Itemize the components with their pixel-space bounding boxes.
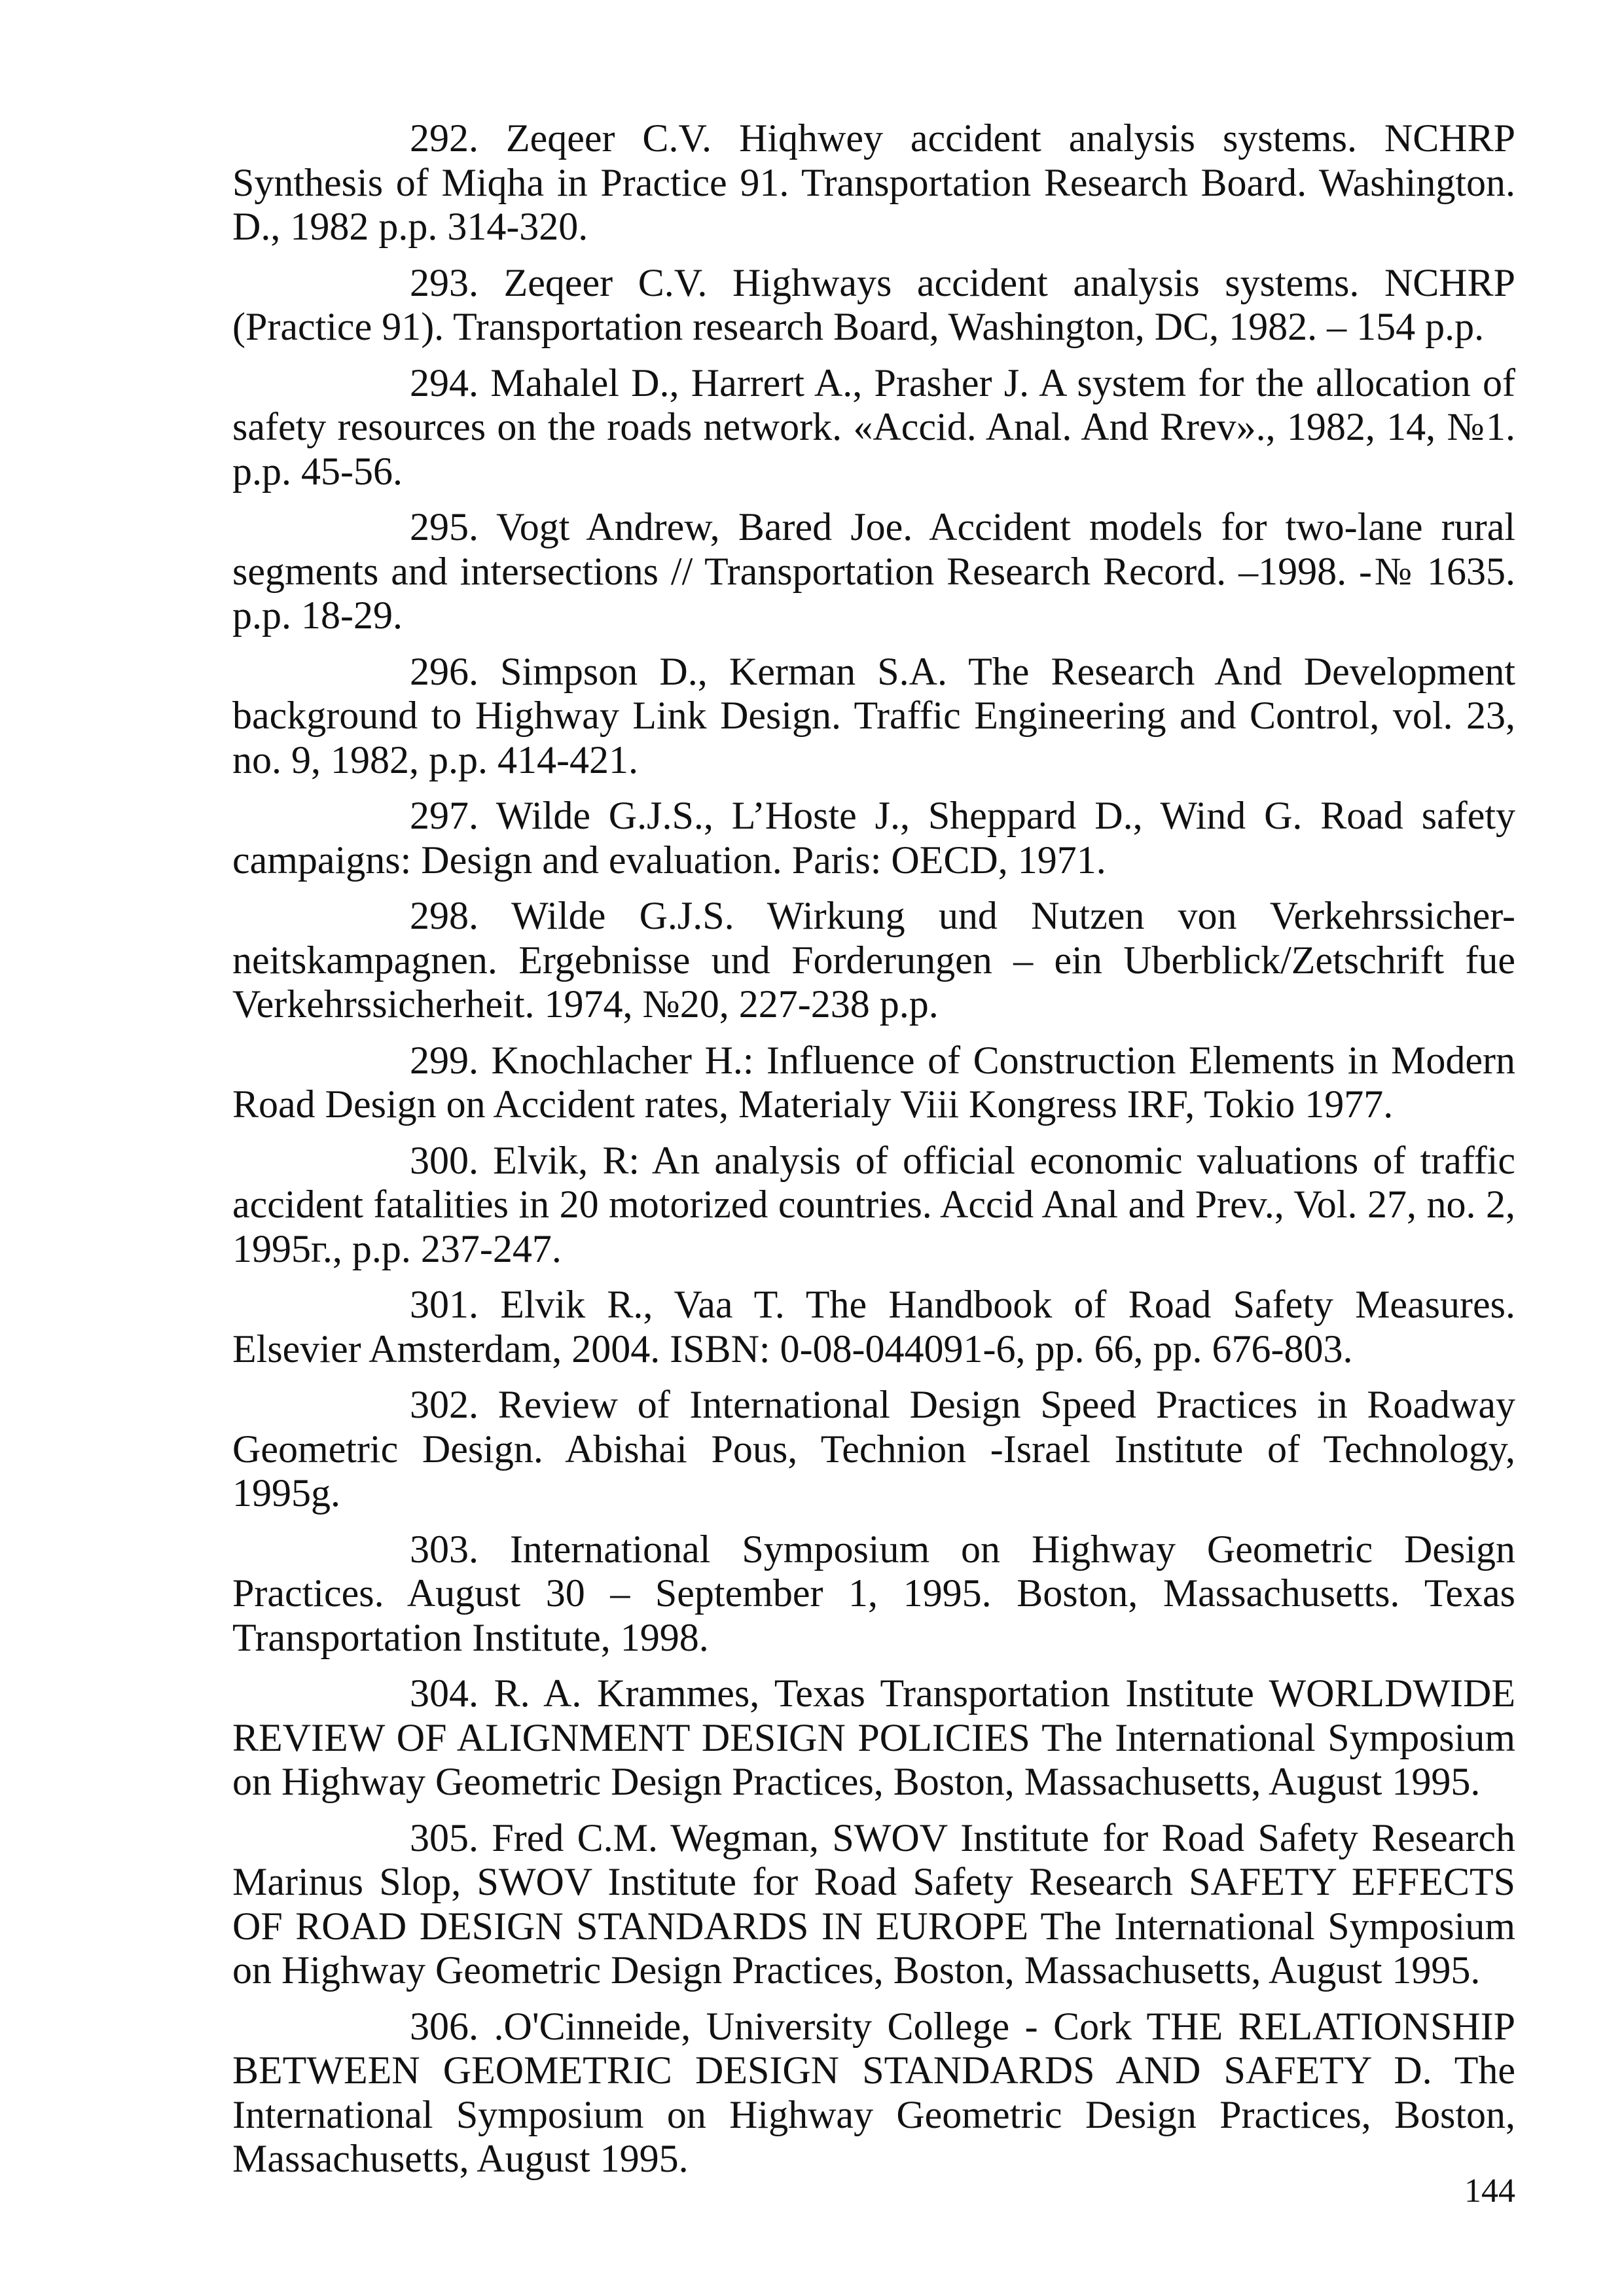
reference-item — [232, 1039, 1515, 1127]
reference-number: 301. — [410, 1283, 478, 1326]
reference-item — [232, 1672, 1515, 1804]
reference-number: 302. — [410, 1383, 478, 1426]
reference-text: Review of International Design Speed Practices in Roadway Geometric Design. Abishai Pous, Technion -Israel Institute of Technology, 1995g. — [232, 1383, 1515, 1515]
reference-number: 295. — [410, 505, 478, 548]
page-number: 144 — [1464, 2172, 1515, 2210]
reference-number: 300. — [410, 1138, 478, 1182]
reference-text: Elvik R., Vaa T. The Handbook of Road Safety Measures. Elsevier Amsterdam, 2004. ISBN: 0-08-044091-6, pp. 66, pp. 676-803. — [232, 1283, 1515, 1371]
reference-text: Mahalel D., Harrert A., Prasher J. A system for the allocation of safety resources on the roads network. «Accid. Anal. And Rrev»., 1982, 14, №1. p.p. 45-56. — [232, 361, 1515, 493]
reference-item — [232, 261, 1515, 350]
reference-item — [232, 505, 1515, 638]
reference-item — [232, 1528, 1515, 1660]
reference-number: 306. — [410, 2004, 478, 2048]
reference-list — [232, 117, 1515, 2193]
reference-number: 299. — [410, 1038, 478, 1082]
reference-item — [232, 1139, 1515, 1272]
reference-text: R. A. Krammes, Texas Transportation Institute WORLDWIDE REVIEW OF ALIGNMENT DESIGN POLICIES The International Symposium on Highway Geometric Design Practices, Boston, Massachusetts, August 1995. — [232, 1672, 1516, 1803]
reference-number: 304. — [410, 1672, 478, 1715]
reference-number: 297. — [410, 794, 478, 837]
reference-item — [232, 2005, 1515, 2181]
reference-number: 292. — [410, 117, 478, 160]
reference-text: Wilde G.J.S., L’Hoste J., Sheppard D., Wind G. Road safety campaigns: Design and evaluation. Paris: OECD, 1971. — [232, 794, 1516, 882]
reference-number: 298. — [410, 894, 478, 937]
reference-item — [232, 117, 1515, 249]
reference-text: Zeqeer C.V. Highways accident analysis systems. NCHRP (Practice 91). Transportation research Board, Washington, DC, 1982. – 154 p.p. — [232, 260, 1516, 348]
reference-text: International Symposium on Highway Geometric Design Practices. August 30 – September 1, 1995. Boston, Massachusetts. Texas Transportation Institute, 1998. — [232, 1527, 1516, 1659]
reference-item — [232, 894, 1515, 1027]
reference-text: Elvik, R: An analysis of official economic valuations of traffic accident fatalities in 20 motorized countries. Accid Anal and Prev., Vol. 27, no. 2, 1995г., p.p. 237-247. — [232, 1138, 1516, 1270]
reference-text: Fred C.M. Wegman, SWOV Institute for Road Safety Research Marinus Slop, SWOV Institute for Road Safety Research SAFETY EFFECTS OF ROAD DESIGN STANDARDS IN EUROPE The International Symposium on Highway Geometric Design Practices, Boston, Massachusetts, August 1995. — [232, 1816, 1516, 1992]
reference-number: 296. — [410, 649, 478, 693]
reference-item — [232, 1816, 1515, 1993]
reference-number: 294. — [410, 361, 478, 404]
reference-text: .O'Cinneide, University College - Cork THE RELATIONSHIP BETWEEN GEOMETRIC DESIGN STANDARDS AND SAFETY D. The International Symposium on Highway Geometric Design Practices, Boston, Massachusetts, August 1995. — [232, 2004, 1515, 2180]
reference-item — [232, 794, 1515, 882]
reference-text: Vogt Andrew, Bared Joe. Accident models for two-lane rural segments and intersections // Transportation Research Record. –1998. -№ 1635. p.p. 18-29. — [232, 505, 1516, 637]
reference-text: Zeqeer C.V. Hiqhwey accident analysis systems. NCHRP Synthesis of Miqha in Practice 91. Transportation Research Board. Washington. D., 1982 p.p. 314-320. — [232, 117, 1515, 248]
reference-item — [232, 361, 1515, 494]
reference-item — [232, 1283, 1515, 1371]
reference-number: 305. — [410, 1816, 478, 1859]
reference-text: Knochlacher H.: Influence of Construction Elements in Modern Road Design on Accident rates, Materialy Viii Kongress IRF, Tokio 1977. — [232, 1038, 1515, 1126]
reference-number: 293. — [410, 260, 478, 304]
reference-text: Simpson D., Kerman S.A. The Research And Development background to Highway Link Design. Traffic Engineering and Control, vol. 23, no. 9, 1982, p.p. 414-421. — [232, 649, 1515, 781]
reference-item — [232, 1383, 1515, 1516]
reference-item — [232, 650, 1515, 783]
reference-number: 303. — [410, 1527, 478, 1571]
reference-text: Wilde G.J.S. Wirkung und Nutzen von Verkehrssicher-neitskampagnen. Ergebnisse und Forderungen – ein Uberblick/Zetschrift fue Verkehrssicherheit. 1974, №20, 227-238 p.p. — [232, 894, 1515, 1026]
